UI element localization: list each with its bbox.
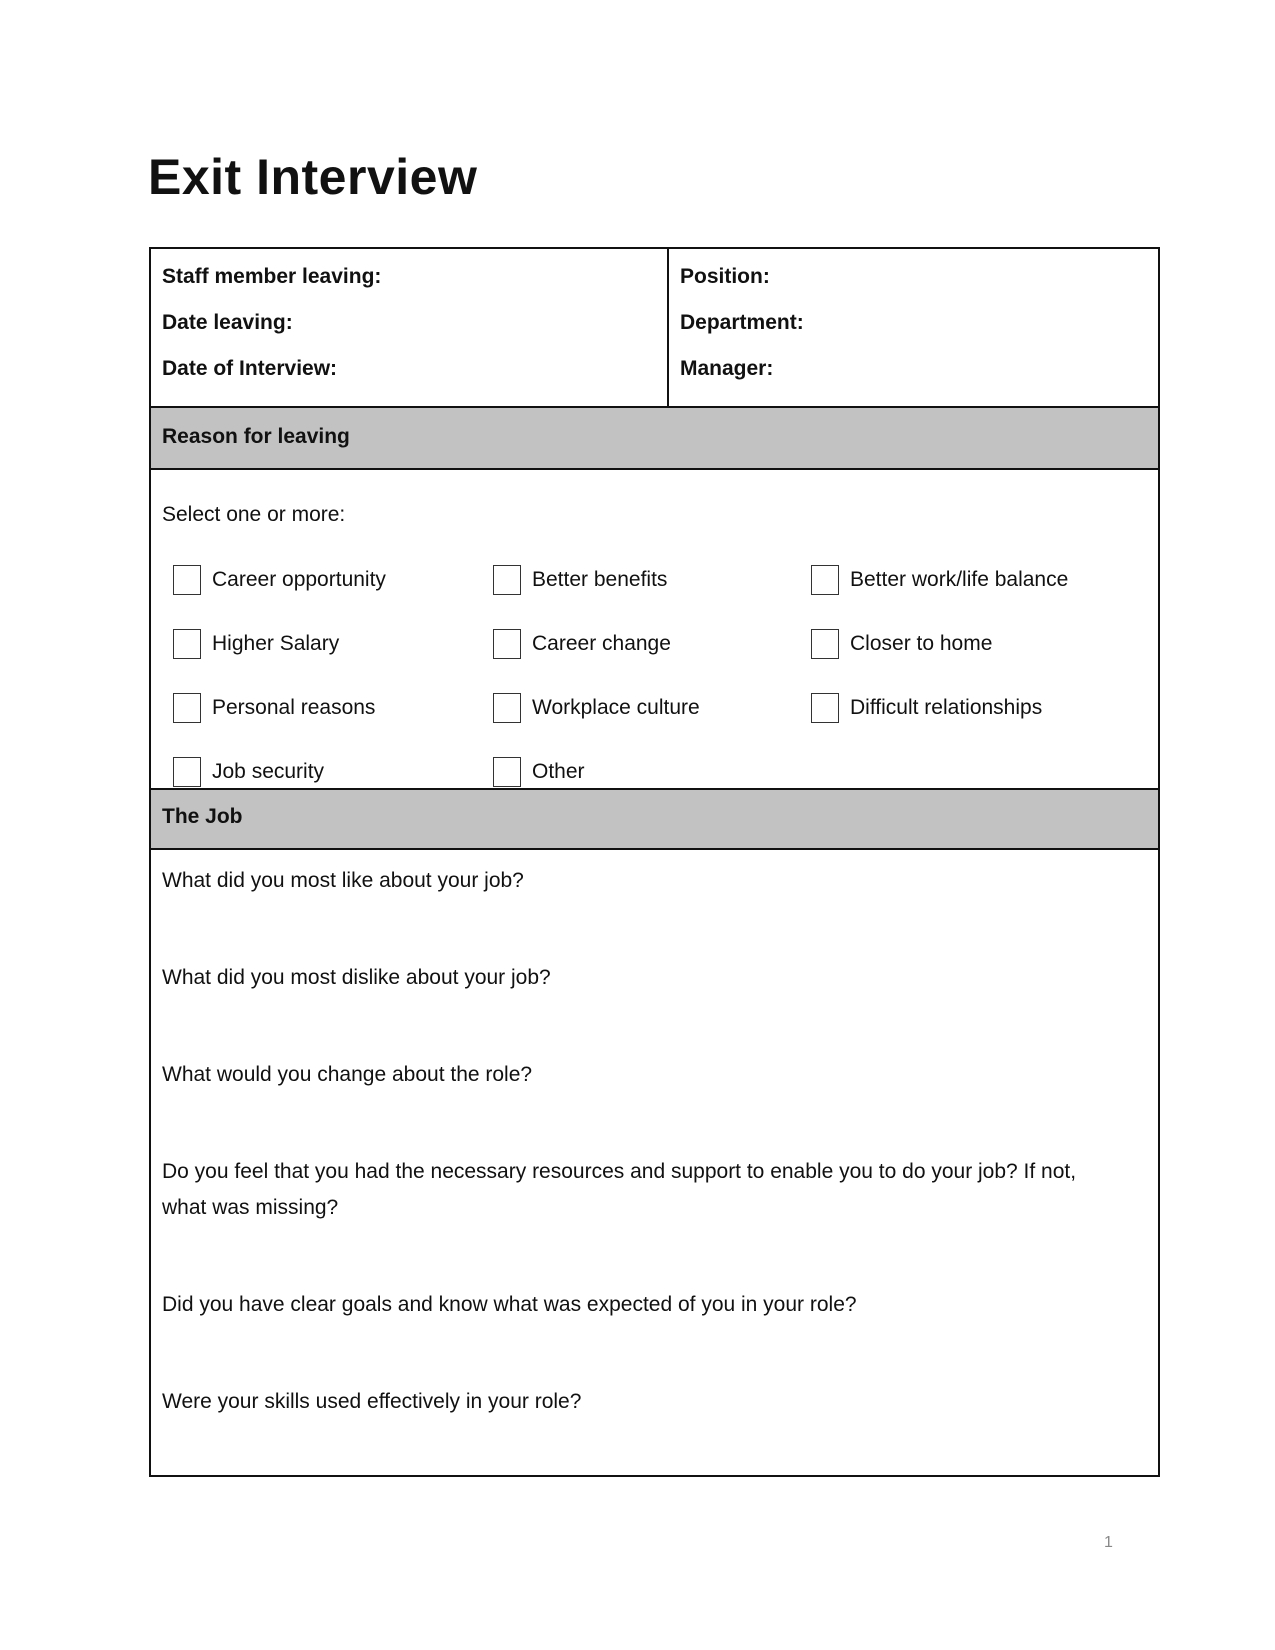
option-label: Workplace culture	[532, 696, 700, 719]
staff-info-block	[151, 249, 1158, 408]
question-disliked[interactable]: What did you most dislike about your job?	[162, 966, 551, 989]
option-workplace-culture[interactable]	[493, 693, 700, 723]
option-label: Better benefits	[532, 568, 668, 591]
option-label: Personal reasons	[212, 696, 376, 719]
option-label: Better work/life balance	[850, 568, 1069, 591]
option-label: Career opportunity	[212, 568, 386, 591]
option-better-benefits[interactable]	[493, 565, 667, 595]
option-label: Difficult relationships	[850, 696, 1043, 719]
manager-field[interactable]: Manager:	[680, 357, 774, 380]
reason-heading-label: Reason for leaving	[162, 425, 350, 448]
checkbox[interactable]	[493, 757, 521, 787]
select-prompt: Select one or more:	[162, 503, 346, 526]
page-title: Exit Interview	[148, 149, 478, 205]
exit-interview-form	[149, 247, 1160, 1477]
checkbox[interactable]	[493, 565, 521, 595]
question-liked[interactable]: What did you most like about your job?	[162, 869, 524, 892]
question-skills-used[interactable]: Were your skills used effectively in your role?	[162, 1390, 582, 1413]
checkbox[interactable]	[173, 757, 201, 787]
staff-info-left	[151, 249, 669, 406]
checkbox[interactable]	[811, 693, 839, 723]
job-heading-label: The Job	[162, 805, 243, 828]
question-change-role[interactable]: What would you change about the role?	[162, 1063, 533, 1086]
option-higher-salary[interactable]	[173, 629, 339, 659]
option-label: Other	[532, 760, 585, 783]
option-career-opportunity[interactable]	[173, 565, 386, 595]
page-number: 1	[1104, 1534, 1113, 1551]
option-label: Closer to home	[850, 632, 993, 655]
option-other[interactable]	[493, 757, 585, 787]
question-resources-support[interactable]: Do you feel that you had the necessary resources and support to enable you to do your job? If not, what was missing?	[162, 1160, 1077, 1219]
reason-for-leaving-header	[151, 408, 1158, 470]
staff-member-field[interactable]: Staff member leaving:	[162, 265, 382, 288]
checkbox[interactable]	[173, 629, 201, 659]
checkbox[interactable]	[173, 693, 201, 723]
checkbox[interactable]	[173, 565, 201, 595]
staff-info-right	[669, 249, 1158, 406]
option-label: Higher Salary	[212, 632, 340, 655]
question-clear-goals[interactable]: Did you have clear goals and know what was expected of you in your role?	[162, 1293, 857, 1316]
the-job-header	[151, 788, 1158, 850]
date-of-interview-field[interactable]: Date of Interview:	[162, 357, 338, 380]
option-job-security[interactable]	[173, 757, 324, 787]
checkbox[interactable]	[493, 629, 521, 659]
option-difficult-relationships[interactable]	[811, 693, 1042, 723]
department-field[interactable]: Department:	[680, 311, 804, 334]
date-leaving-field[interactable]: Date leaving:	[162, 311, 293, 334]
checkbox[interactable]	[811, 629, 839, 659]
checkbox[interactable]	[811, 565, 839, 595]
option-label: Job security	[212, 760, 325, 783]
checkbox[interactable]	[493, 693, 521, 723]
option-closer-to-home[interactable]	[811, 629, 992, 659]
option-career-change[interactable]	[493, 629, 671, 659]
option-label: Career change	[532, 632, 671, 655]
option-personal-reasons[interactable]	[173, 693, 375, 723]
option-better-work-life-balance[interactable]	[811, 565, 1068, 595]
position-field[interactable]: Position:	[680, 265, 770, 288]
